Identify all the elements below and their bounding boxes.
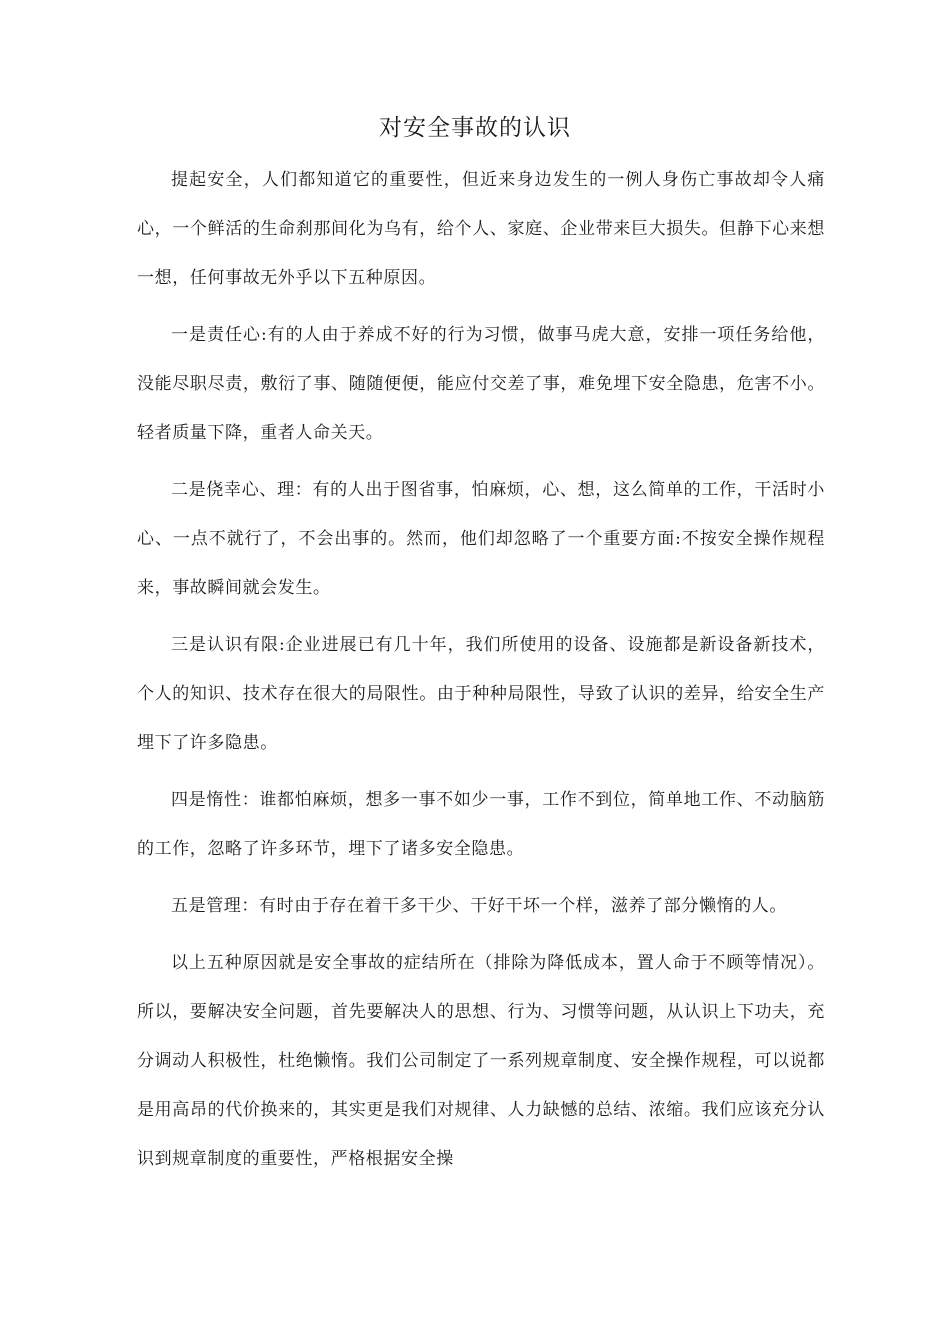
document-title: 对安全事故的认识 (379, 115, 571, 141)
paragraph-cause-1: 一是责任心:有的人由于养成不好的行为习惯，做事马虎大意，安排一项任务给他，没能尽职尽责，敷衍了事、随随便便，能应付交差了事，难免埋下安全隐患，危害不小。轻者质量下降，重者人命关天。 (137, 325, 825, 443)
paragraph-cause-3: 三是认识有限:企业进展已有几十年，我们所使用的设备、设施都是新设备新技术，个人的知识、技术存在很大的局限性。由于种种局限性，导致了认识的差异，给安全生产 埋下了许多隐患。 (137, 635, 825, 753)
paragraph-cause-2: 二是侥幸心、理：有的人出于图省事，怕麻烦，心、想，这么简单的工作，干活时小心、一点不就行了，不会出事的。然而，他们却忽略了一个重要方面:不按安全操作规程来，事故瞬间就会发生。 (137, 480, 825, 598)
paragraph-cause-5: 五是管理：有时由于存在着干多干少、干好干坏一个样，滋养了部分懒惰的人。 (171, 896, 787, 916)
paragraph-intro: 提起安全，人们都知道它的重要性，但近来身边发生的一例人身伤亡事故却令人痛心，一个鲜活的生命刹那间化为乌有，给个人、家庭、企业带来巨大损失。但静下心来想一想，任何事故无外乎以下五种原因。 (137, 170, 825, 288)
document-body (137, 156, 825, 1192)
paragraph-cause-4: 四是惰性：谁都怕麻烦，想多一事不如少一事，工作不到位，简单地工作、不动脑筋的工作，忽略了许多环节，埋下了诸多安全隐患。 (137, 790, 825, 859)
paragraph-conclusion: 以上五种原因就是安全事故的症结所在（排除为降低成本，置人命于不顾等情况）。所以，要解决安全问题，首先要解决人的思想、行为、习惯等问题，从认识上下功夫，充分调动人积极性，杜绝懒惰。我们公司制定了一系列规章制度、安全操作规程，可以说都是用高昂的代价换来的，其实更是我们对规律、人力缺憾的总结、浓缩。我们应该充分认识到规章制度的重要性，严格根据安全操 (137, 953, 825, 1169)
